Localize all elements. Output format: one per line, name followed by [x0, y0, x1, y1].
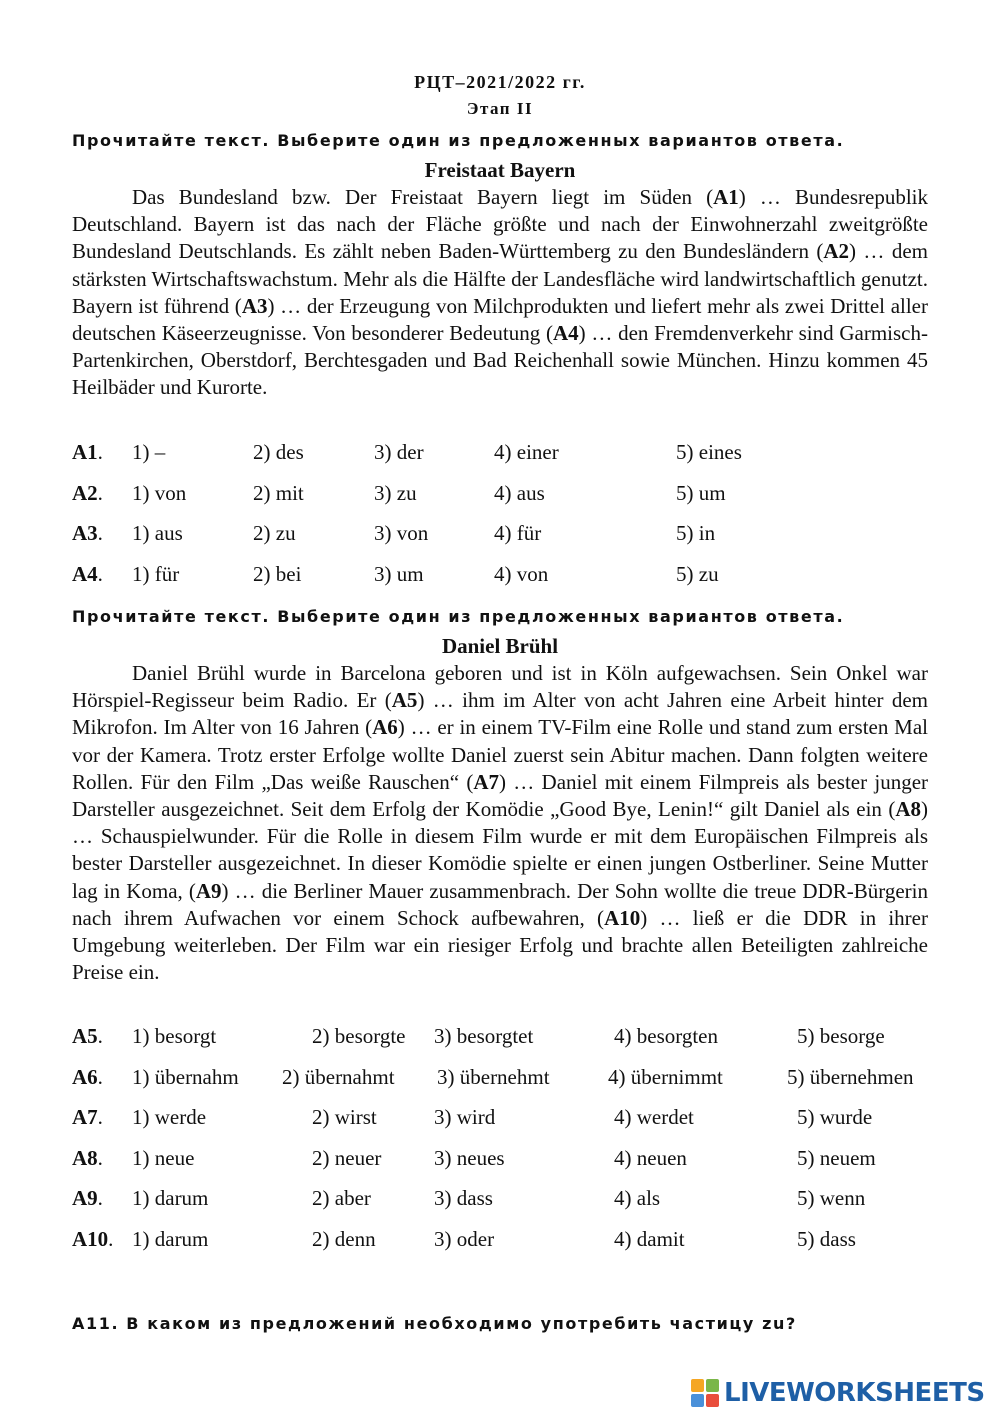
question-row-a6 [0, 1065, 1000, 1095]
section2-instruction: Прочитайте текст. Выберите один из предложенных вариантов ответа. [72, 607, 845, 626]
answer-option[interactable]: 3) neues [434, 1145, 505, 1170]
question-row-a10 [0, 1227, 1000, 1257]
question-row-a9 [0, 1186, 1000, 1216]
answer-option[interactable]: 1) von [132, 480, 187, 505]
answer-option[interactable]: 2) des [253, 440, 304, 464]
answer-option[interactable]: 5) zu [676, 561, 719, 586]
question-row-a7 [0, 1105, 1000, 1135]
section2-title: Daniel Brühl [441, 634, 559, 658]
answer-option[interactable]: 2) übernahmt [282, 1064, 395, 1089]
question-row-a4 [0, 562, 1000, 592]
liveworksheets-branding[interactable] [690, 1376, 985, 1410]
gap-marker-a2: A2 [823, 239, 850, 264]
answer-option[interactable]: 3) der [374, 440, 424, 464]
gap-marker-a9: A9 [195, 878, 222, 903]
question-row-a5 [0, 1024, 1000, 1054]
answer-option[interactable]: 4) neuen [614, 1145, 687, 1170]
answer-option[interactable]: 3) übernehmt [437, 1064, 550, 1089]
answer-option[interactable]: 5) wurde [797, 1105, 873, 1130]
answer-option[interactable]: 2) aber [312, 1186, 371, 1211]
question-label: A6. [72, 1064, 103, 1089]
gap-marker-a5: A5 [391, 688, 418, 713]
section1-title: Freistaat Bayern [424, 158, 576, 182]
answer-option[interactable]: 5) dass [797, 1227, 856, 1251]
section1-instruction: Прочитайте текст. Выберите один из предложенных вариантов ответа. [72, 131, 845, 150]
question-label: A10. [72, 1227, 114, 1251]
answer-option[interactable]: 3) um [374, 561, 424, 586]
question-row-a2 [0, 481, 1000, 511]
answer-option[interactable]: 2) zu [253, 521, 296, 545]
answer-option[interactable]: 3) dass [434, 1186, 493, 1211]
question-label: A4. [72, 561, 103, 586]
question-row-a8 [0, 1146, 1000, 1176]
gap-marker-a3: A3 [241, 293, 268, 318]
answer-option[interactable]: 5) in [676, 521, 716, 545]
answer-option[interactable]: 4) übernimmt [608, 1064, 723, 1089]
exam-stage: Этап II [466, 99, 534, 118]
answer-option[interactable]: 1) aus [132, 521, 183, 545]
gap-marker-a10: A10 [604, 905, 641, 930]
answer-option[interactable]: 4) einer [494, 440, 559, 464]
answer-option[interactable]: 4) besorgten [614, 1024, 719, 1048]
answer-option[interactable]: 1) darum [132, 1186, 209, 1211]
answer-option[interactable]: 3) oder [434, 1227, 495, 1251]
answer-option[interactable]: 1) besorgt [132, 1024, 217, 1048]
answer-option[interactable]: 5) neuem [797, 1145, 876, 1170]
answer-option[interactable]: 4) aus [494, 480, 545, 505]
answer-option[interactable]: 5) wenn [797, 1186, 866, 1211]
gap-marker-a6: A6 [372, 715, 398, 740]
answer-option[interactable]: 3) zu [374, 480, 417, 505]
answer-option[interactable]: 4) als [614, 1186, 661, 1211]
answer-option[interactable]: 4) von [494, 561, 549, 586]
answer-option[interactable]: 1) übernahm [132, 1064, 239, 1089]
answer-option[interactable]: 2) neuer [312, 1145, 382, 1170]
answer-option[interactable]: 1) werde [132, 1105, 207, 1130]
answer-option[interactable]: 2) denn [312, 1227, 376, 1251]
gap-marker-a1: A1 [713, 185, 739, 209]
answer-option[interactable]: 5) eines [676, 440, 742, 464]
answer-option[interactable]: 2) wirst [312, 1105, 377, 1130]
answer-option[interactable]: 5) übernehmen [787, 1064, 914, 1089]
question-label: A9. [72, 1186, 103, 1211]
answer-option[interactable]: 4) damit [614, 1227, 685, 1251]
gap-marker-a7: A7 [473, 769, 500, 794]
exam-title: РЦТ–2021/2022 гг. [414, 72, 586, 92]
question-label: A3. [72, 521, 103, 545]
question-label: A5. [72, 1024, 103, 1048]
question-label: A1. [72, 440, 103, 464]
question-row-a1 [0, 440, 1000, 470]
answer-option[interactable]: 2) bei [253, 561, 302, 586]
section1-passage: Das Bundesland bzw. Der Freistaat Bayern liegt im Süden (A1) … Bundesrepublik Deutschland. Bayern ist das nach der Fläche größte und nach der Einwohnerzahl zweitgrößte Bundesland Deutschlands. Es zählt neben Baden-Württemberg zu den Bundesländern (A2) … dem stärksten Wirtschaftswachstum. Mehr als die Hälfte der Landesfläche wird landwirtschaftlich genutzt. Bayern ist führend (A3) … der Erzeugung von Milchprodukten und liefert mehr als zwei Drittel aller deutschen Käseerzeugnisse. Von besonderer Bedeutung (A4) … den Fremdenverkehr sind Garmisch-Partenkirchen, Oberstdorf, Berchtesgaden und Bad Reichenhall sowie München. Hinzu kommen 45 Heilbäder und Kurorte. [72, 185, 928, 400]
liveworksheets-logo-icon [690, 1378, 720, 1408]
answer-option[interactable]: 2) mit [253, 480, 304, 505]
gap-marker-a8: A8 [895, 797, 921, 822]
question-a11: A11. В каком из предложений необходимо употребить частицу zu? [72, 1314, 797, 1333]
answer-option[interactable]: 4) werdet [614, 1105, 694, 1130]
answer-option[interactable]: 2) besorgte [312, 1024, 406, 1048]
gap-marker-a4: A4 [552, 321, 579, 346]
answer-option[interactable]: 1) – [132, 440, 166, 464]
liveworksheets-logo-text: LIVEWORKSHEETS [724, 1378, 985, 1408]
question-label: A2. [72, 480, 103, 505]
section2-passage: Daniel Brühl wurde in Barcelona geboren und ist in Köln aufgewachsen. Sein Onkel war Hörspiel-Regisseur beim Radio. Er (A5) … ihm im Alter von acht Jahren eine Arbeit hinter dem Mikrofon. Im Alter von 16 Jahren (A6) … er in einem TV-Film eine Rolle und stand zum ersten Mal vor der Kamera. Trotz erster Erfolge wollte Daniel zuerst sein Abitur machen. Dann folgten weitere Rollen. Für den Film „Das weiße Rauschen“ (A7) … Daniel mit einem Filmpreis als bester junger Darsteller ausgezeichnet. Seit dem Erfolg der Komödie „Good Bye, Lenin!“ gilt Daniel als ein (A8) … Schauspielwunder. Für die Rolle in diesem Film wurde er mit dem Europäischen Filmpreis als bester Darsteller ausgezeichnet. In dieser Komödie spielte er einen jungen Ostberliner. Seine Mutter lag in Koma, (A9) … die Berliner Mauer zusammenbrach. Der Sohn wollte die treue DDR-Bürgerin nach ihrem Aufwachen vor einem Schock aufbewahren, (A10) … ließ er die DDR in ihrer Umgebung weiterleben. Der Film war ein riesiger Erfolg und brachte allen Beteiligten zahlreiche Preise ein. [72, 661, 929, 985]
answer-option[interactable]: 1) neue [132, 1145, 195, 1170]
answer-option[interactable]: 4) für [494, 521, 542, 545]
answer-option[interactable]: 5) um [676, 480, 726, 505]
question-label: A7. [72, 1105, 103, 1130]
answer-option[interactable]: 3) besorgtet [434, 1024, 534, 1048]
answer-option[interactable]: 3) von [374, 521, 429, 545]
question-row-a3 [0, 521, 1000, 551]
answer-option[interactable]: 1) für [132, 561, 180, 586]
answer-option[interactable]: 1) darum [132, 1227, 209, 1251]
answer-option[interactable]: 5) besorge [797, 1024, 885, 1048]
question-label: A8. [72, 1145, 103, 1170]
answer-option[interactable]: 3) wird [434, 1105, 496, 1130]
